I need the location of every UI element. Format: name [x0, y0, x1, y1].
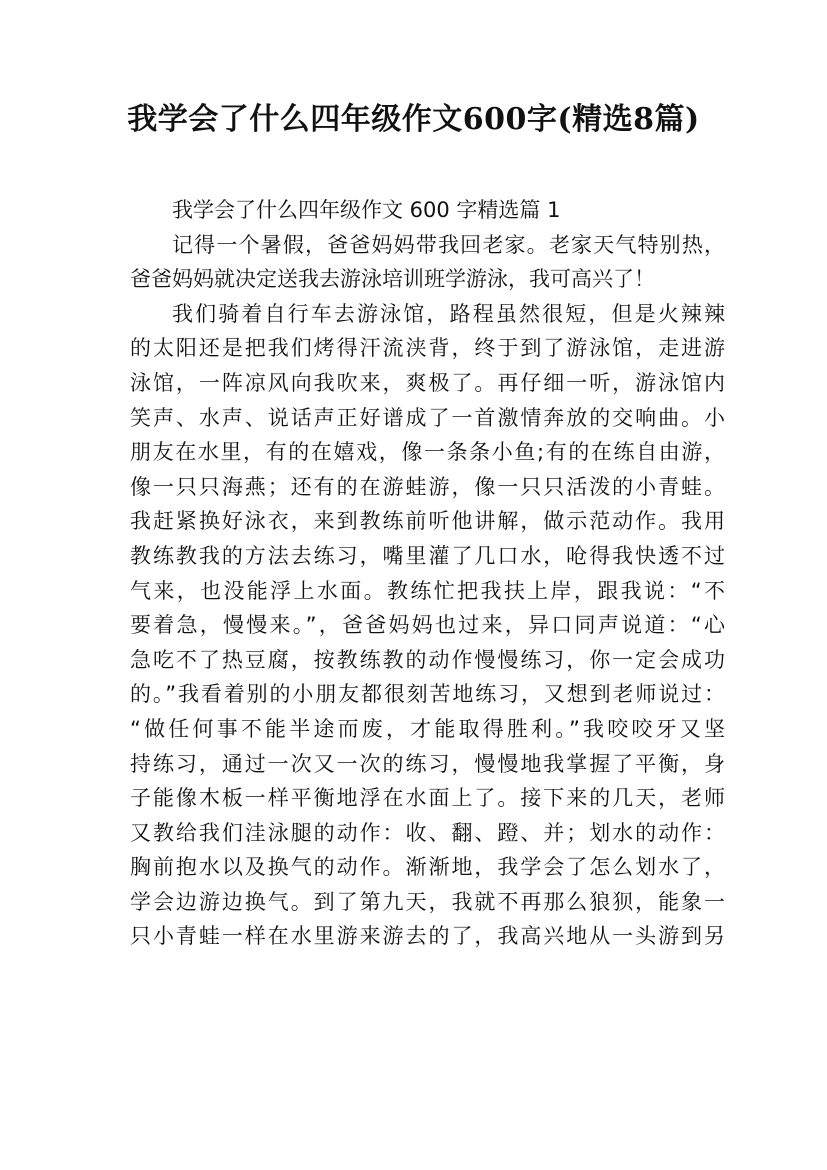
- body-line: 气来，也没能浮上水面。教练忙把我扶上岸，跟我说：“不: [130, 578, 725, 603]
- section-heading: 我学会了什么四年级作文 600 字精选篇 1: [172, 198, 561, 222]
- document-body: [130, 193, 725, 954]
- body-line: 我赶紧换好泳衣，来到教练前听他讲解，做示范动作。我用: [130, 509, 725, 534]
- body-line: 只小青蛙一样在水里游来游去的了，我高兴地从一头游到另: [130, 924, 725, 949]
- body-line: 又教给我们洼泳腿的动作：收、翻、蹬、并；划水的动作：: [130, 820, 725, 845]
- body-line: 我们骑着自行车去游泳馆，路程虽然很短，但是火辣辣: [172, 301, 725, 326]
- body-line: 持练习，通过一次又一次的练习，慢慢地我掌握了平衡，身: [130, 751, 725, 776]
- body-line: 急吃不了热豆腐，按教练教的动作慢慢练习，你一定会成功: [130, 647, 725, 672]
- body-line: 学会边游边换气。到了第九天，我就不再那么狼狈，能象一: [130, 889, 725, 914]
- body-line: “做任何事不能半途而废，才能取得胜利。”我咬咬牙又坚: [130, 716, 725, 741]
- body-line: 爸爸妈妈就决定送我去游泳培训班学游泳，我可高兴了！: [130, 267, 655, 292]
- body-line: 的太阳还是把我们烤得汗流浃背，终于到了游泳馆，走进游: [130, 336, 725, 361]
- paragraph-lines: [130, 228, 725, 954]
- document-title: 我学会了什么四年级作文600字(精选8篇): [127, 102, 700, 137]
- body-line: 笑声、水声、说话声正好谱成了一首激情奔放的交响曲。小: [130, 405, 725, 430]
- body-line: 子能像木板一样平衡地浮在水面上了。接下来的几天，老师: [130, 786, 725, 811]
- body-line: 的。”我看着别的小朋友都很刻苦地练习，又想到老师说过：: [130, 682, 725, 707]
- body-line: 要着急，慢慢来。”，爸爸妈妈也过来，异口同声说道：“心: [130, 613, 725, 638]
- body-line: 泳馆，一阵凉风向我吹来，爽极了。再仔细一听，游泳馆内: [130, 370, 725, 395]
- body-line: 教练教我的方法去练习，嘴里灌了几口水，呛得我快透不过: [130, 543, 725, 568]
- body-line: 胸前抱水以及换气的动作。渐渐地，我学会了怎么划水了，: [130, 855, 725, 880]
- body-line: 像一只只海燕；还有的在游蛙游，像一只只活泼的小青蛙。: [130, 474, 725, 499]
- body-line: 朋友在水里，有的在嬉戏，像一条条小鱼;有的在练自由游，: [130, 440, 725, 465]
- body-line: 记得一个暑假，爸爸妈妈带我回老家。老家天气特别热，: [172, 232, 725, 257]
